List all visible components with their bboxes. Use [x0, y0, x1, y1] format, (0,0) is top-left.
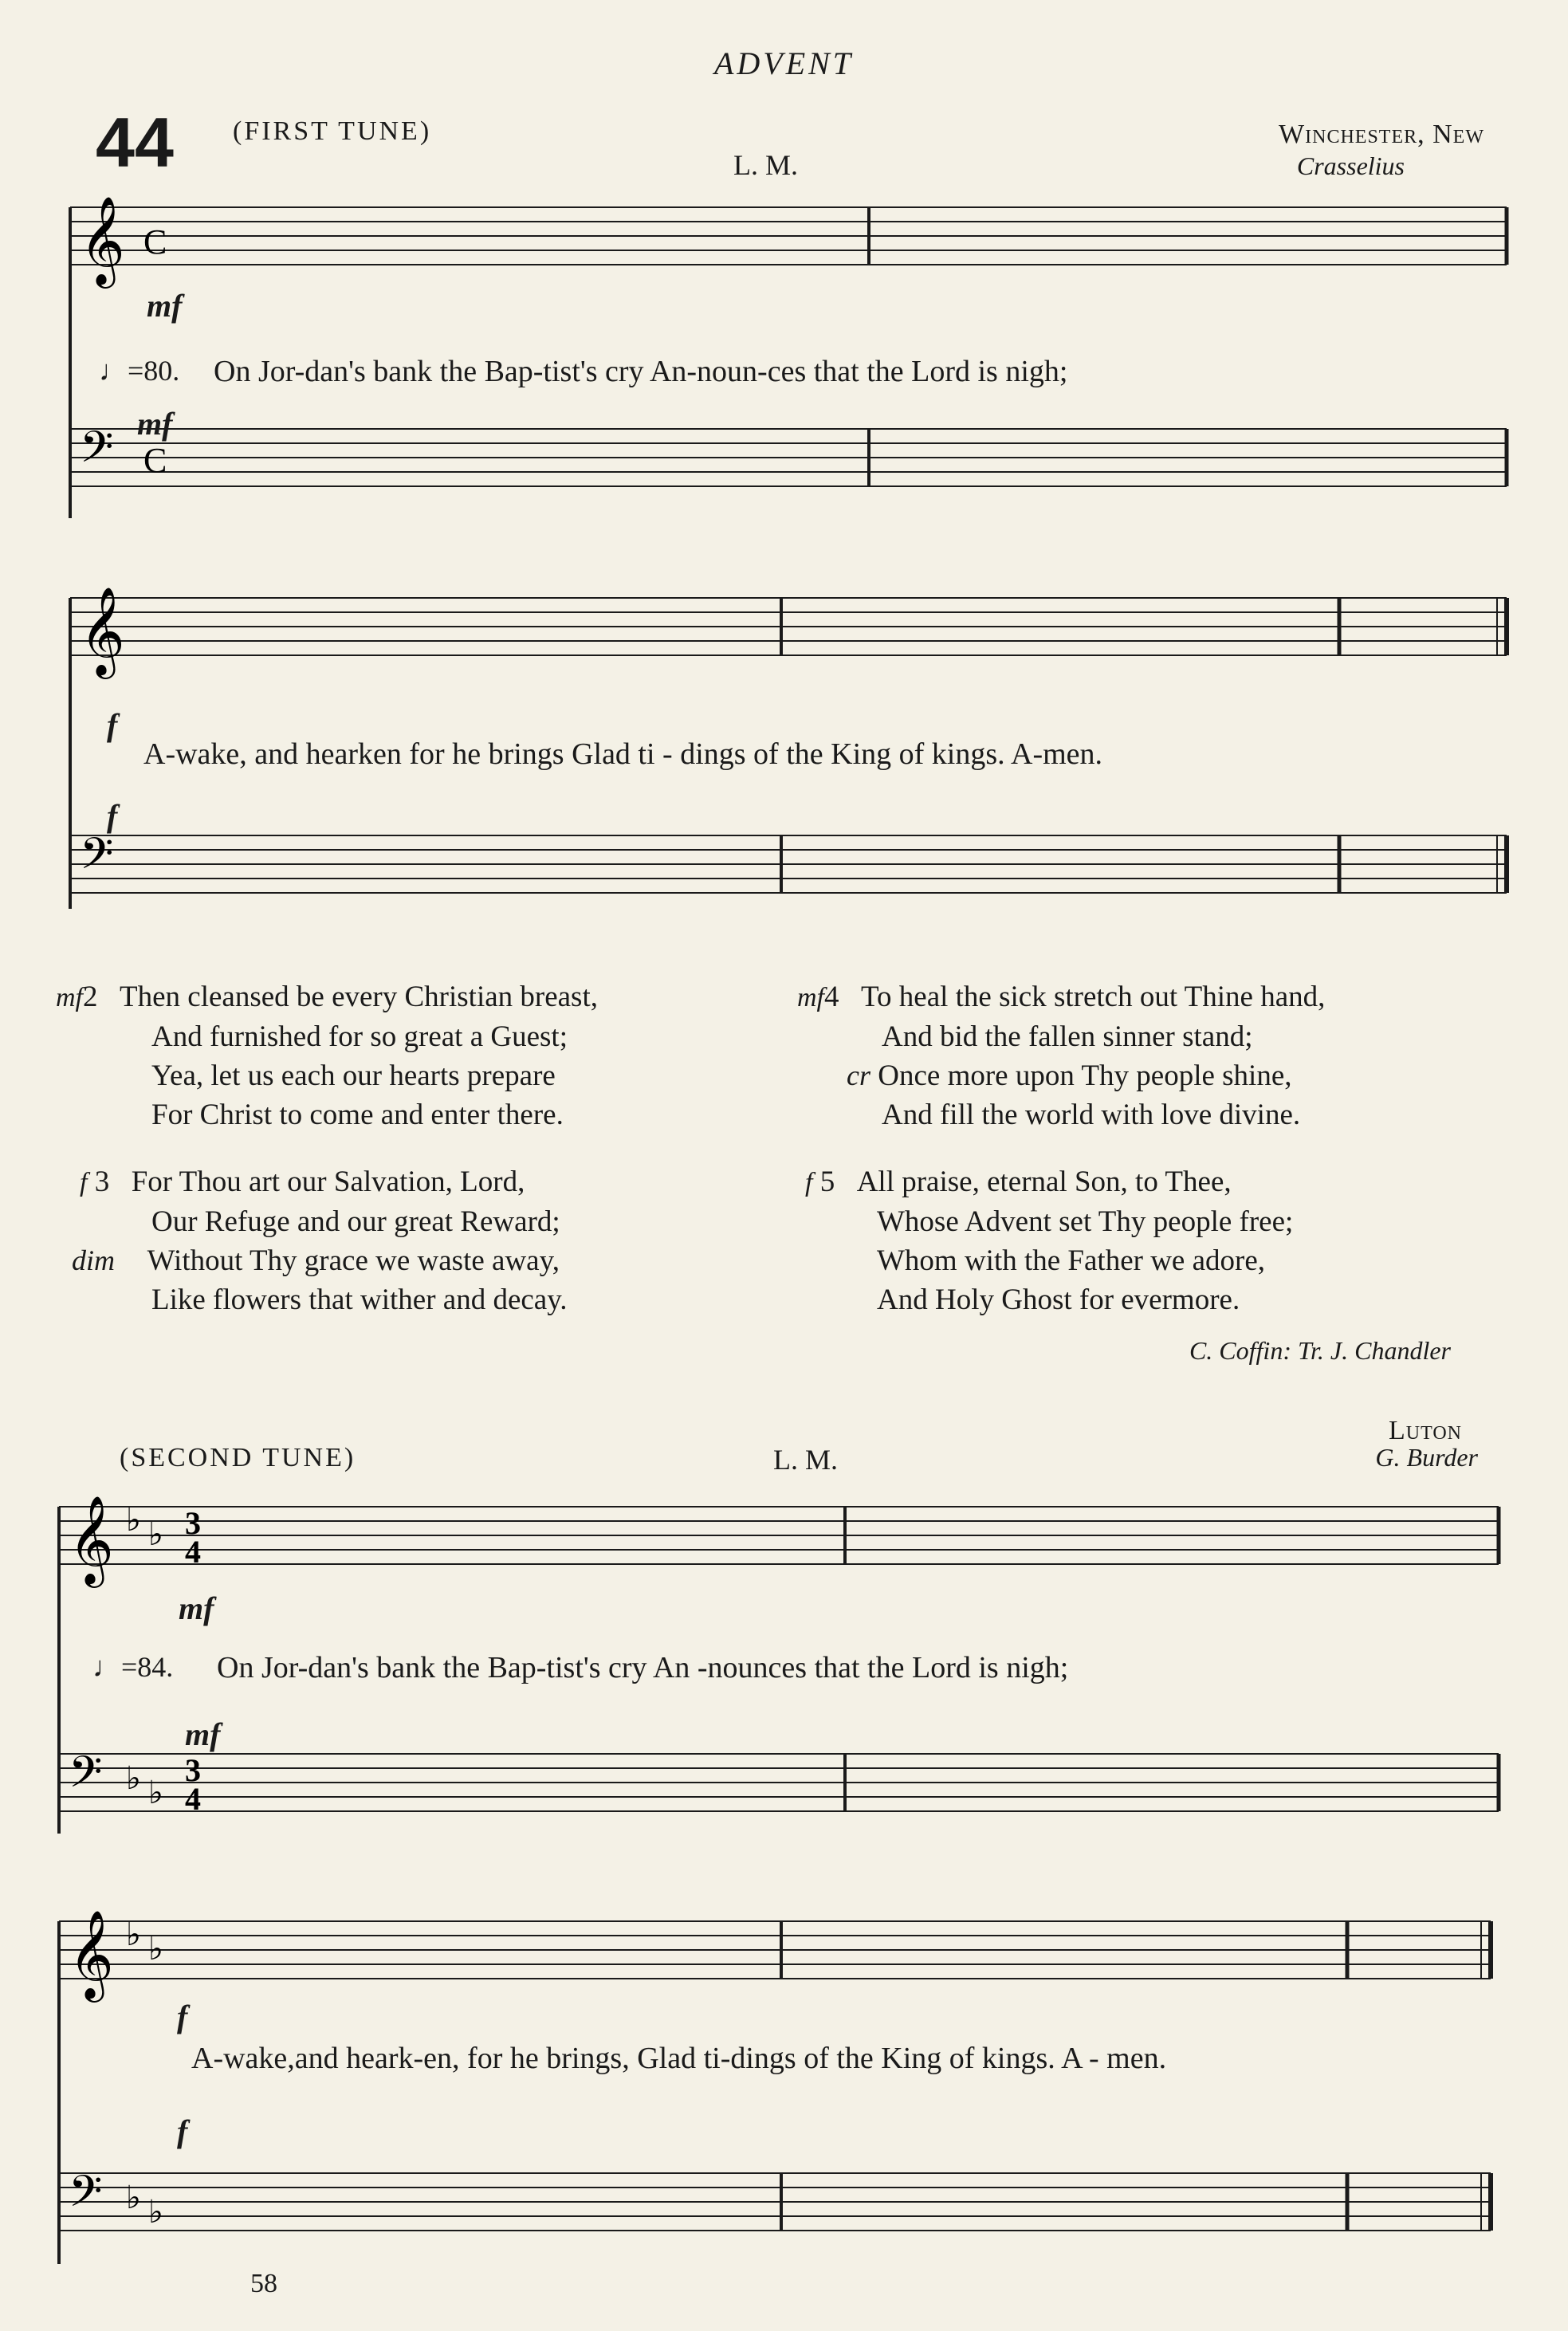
- first-tune-name: Winchester, New: [1279, 120, 1484, 149]
- svg-text:♭: ♭: [148, 1931, 163, 1967]
- first-tune-meter: L. M.: [733, 149, 798, 181]
- svg-text:♭: ♭: [126, 1502, 141, 1538]
- svg-text:4: 4: [185, 1781, 201, 1817]
- stanza-line: Our Refuge and our great Reward;: [151, 1205, 560, 1238]
- svg-text:𝄢: 𝄢: [80, 828, 114, 890]
- stanza-line: Whose Advent set Thy people free;: [877, 1205, 1294, 1238]
- stanza-line: Yea, let us each our hearts prepare: [151, 1059, 556, 1092]
- stanza-line-dynamic: cr: [847, 1059, 870, 1091]
- first-tune-lyric-line-2: A-wake, and hearken for he brings Glad ti - dings of the King of kings. A-men.: [143, 737, 1103, 771]
- svg-text:𝄞: 𝄞: [69, 1495, 114, 1584]
- stanza-number: 2: [83, 981, 98, 1013]
- treble-staff-2: [70, 586, 1507, 679]
- first-tune-lyric-line-1: On Jor-dan's bank the Bap-tist's cry An-noun-ces that the Lord is nigh;: [214, 355, 1068, 388]
- stanza-dynamic: f: [805, 1168, 813, 1197]
- treble-staff-4: [59, 1909, 1491, 2003]
- svg-text:𝄞: 𝄞: [69, 1909, 114, 1999]
- stanza-line: dim Without Thy grace we waste away,: [72, 1241, 568, 1280]
- music-system-4: [0, 1897, 1568, 2280]
- svg-text:C: C: [143, 441, 167, 480]
- stanza-number: 5: [819, 1166, 835, 1198]
- svg-text:3: 3: [185, 1505, 201, 1541]
- second-tune-name: Luton: [1389, 1416, 1462, 1445]
- first-tune-label: (FIRST TUNE): [233, 116, 432, 146]
- first-tune-dynamic-treble: mf: [147, 288, 183, 324]
- hymn-author: C. Coffin: Tr. J. Chandler: [1189, 1336, 1451, 1365]
- treble-staff-1: [70, 195, 1507, 289]
- svg-text:𝄞: 𝄞: [80, 586, 125, 675]
- svg-text:𝄞: 𝄞: [80, 195, 125, 285]
- stanza-line: For Christ to come and enter there.: [151, 1099, 564, 1131]
- stanza-number: 4: [824, 981, 839, 1013]
- svg-text:3: 3: [185, 1752, 201, 1788]
- second-tune-tempo: [92, 1650, 173, 1684]
- bass-staff-2: [70, 828, 1507, 893]
- first-tune-dynamic-bass: mf: [137, 406, 173, 442]
- svg-text:♭: ♭: [126, 2180, 141, 2215]
- stanza-line: f 3 For Thou art our Salvation, Lord,: [80, 1162, 568, 1202]
- stanza-line: cr Once more upon Thy people shine,: [797, 1056, 1325, 1095]
- first-tune-tempo: [99, 354, 179, 387]
- stanza-line: And furnished for so great a Guest;: [151, 1020, 568, 1053]
- stanza-line: mf2 Then cleansed be every Christian breast,: [56, 977, 598, 1017]
- second-tune-line2-dynamic-bass: f: [177, 2113, 188, 2149]
- svg-text:♭: ♭: [148, 1775, 163, 1810]
- stanza-line: f 5 All praise, eternal Son, to Thee,: [805, 1162, 1293, 1202]
- page-number: 58: [250, 2269, 277, 2298]
- running-head: ADVENT: [713, 45, 855, 81]
- stanza-line: mf4 To heal the sick stretch out Thine hand,: [797, 977, 1325, 1017]
- second-tune-lyric-line-2: A-wake,and heark-en, for he brings, Glad ti-dings of the King of kings. A - men.: [191, 2042, 1167, 2075]
- stanza-line: And bid the fallen sinner stand;: [882, 1020, 1253, 1053]
- quarter-note-icon: ♩: [92, 1651, 121, 1683]
- stanza-5: [805, 1162, 1293, 1319]
- first-tune-tempo-value: =80.: [128, 355, 180, 387]
- stanza-line: And Holy Ghost for evermore.: [877, 1283, 1240, 1316]
- bass-staff-4: [59, 2166, 1491, 2231]
- svg-text:♭: ♭: [148, 1516, 163, 1552]
- second-tune-tempo-value: =84.: [121, 1651, 174, 1683]
- svg-text:C: C: [143, 222, 167, 261]
- quarter-note-icon: ♩: [99, 355, 128, 387]
- stanza-dynamic: f: [80, 1168, 88, 1197]
- second-tune-dynamic-bass: mf: [185, 1716, 221, 1752]
- stanza-line: Whom with the Father we adore,: [877, 1244, 1266, 1277]
- stanza-number: 3: [94, 1166, 110, 1198]
- hymn-number: 44: [96, 103, 174, 182]
- svg-text:♭: ♭: [126, 1760, 141, 1796]
- second-tune-meter: L. M.: [773, 1444, 838, 1476]
- second-tune-lyric-line-1: On Jor-dan's bank the Bap-tist's cry An -nounces that the Lord is nigh;: [217, 1651, 1069, 1684]
- stanza-line: And fill the world with love divine.: [882, 1099, 1301, 1131]
- svg-text:𝄢: 𝄢: [69, 1747, 103, 1808]
- first-tune-composer: Crasselius: [1296, 151, 1405, 180]
- stanza-line: Like flowers that wither and decay.: [151, 1283, 568, 1316]
- second-tune-composer: G. Burder: [1375, 1443, 1478, 1472]
- second-tune-label: (SECOND TUNE): [120, 1443, 356, 1472]
- stanza-dynamic: mf: [56, 983, 83, 1012]
- svg-text:𝄢: 𝄢: [69, 2166, 103, 2227]
- second-tune-dynamic-treble: mf: [179, 1590, 214, 1626]
- stanza-dynamic: mf: [797, 983, 824, 1012]
- stanza-2: [56, 977, 598, 1134]
- bass-staff-1: [70, 422, 1507, 486]
- stanza-3: [72, 1162, 568, 1319]
- first-tune-line2-dynamic-bass: f: [107, 798, 118, 834]
- second-tune-line2-dynamic-treble: f: [177, 1999, 188, 2034]
- svg-text:♭: ♭: [126, 1916, 141, 1952]
- svg-text:♭: ♭: [148, 2194, 163, 2230]
- svg-text:𝄢: 𝄢: [80, 422, 114, 483]
- svg-text:4: 4: [185, 1534, 201, 1570]
- stanza-4: [797, 977, 1325, 1134]
- treble-staff-3: [59, 1495, 1499, 1588]
- bass-staff-3: [59, 1747, 1499, 1817]
- stanza-line-dynamic: dim: [72, 1244, 115, 1276]
- first-tune-line2-dynamic-treble: f: [107, 707, 118, 743]
